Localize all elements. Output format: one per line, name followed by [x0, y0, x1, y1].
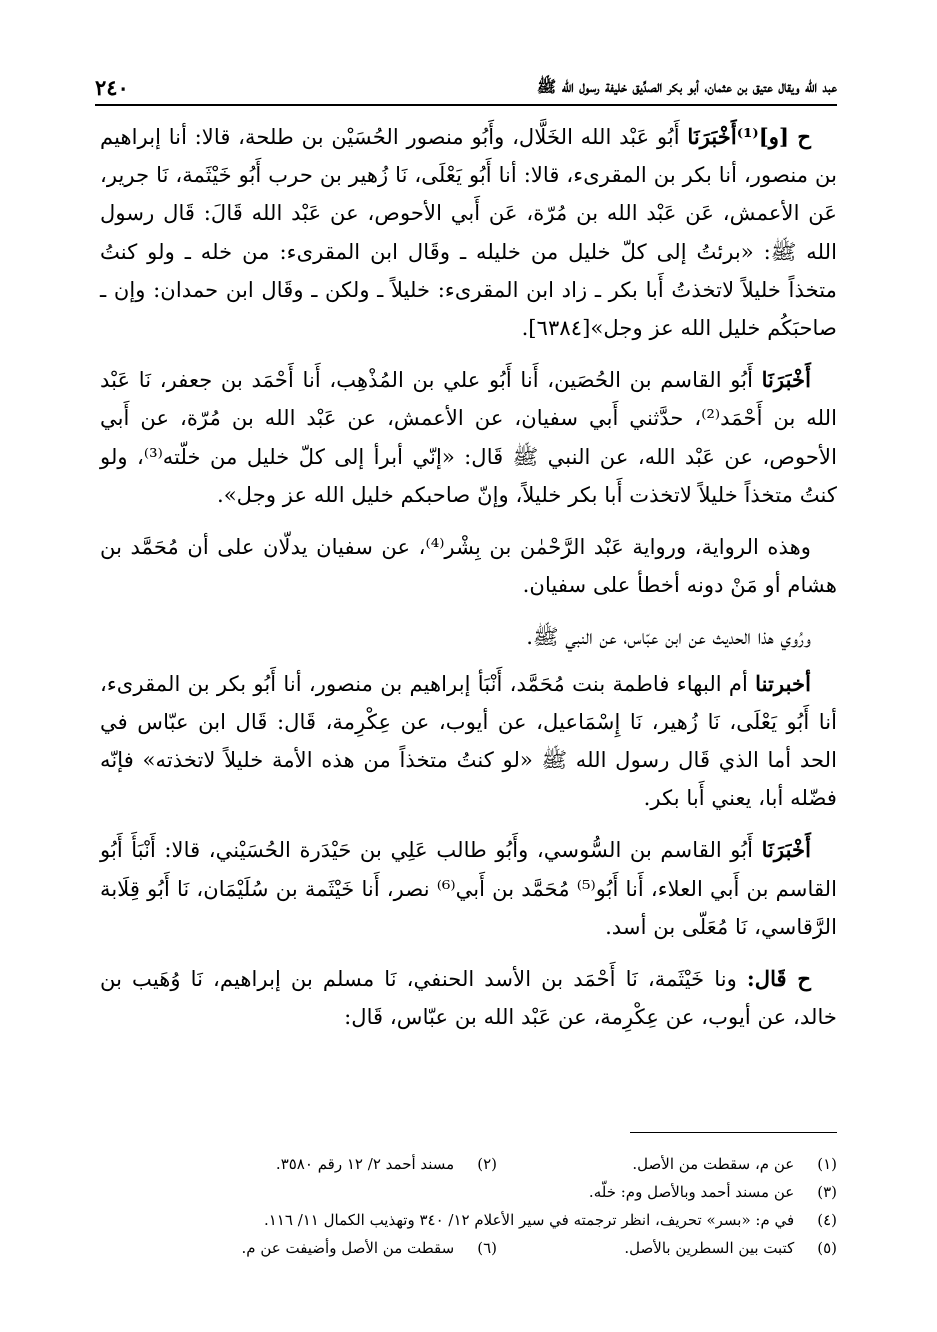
footnotes	[100, 1150, 837, 1262]
footnote-number: (١)	[817, 1155, 837, 1173]
main-text	[100, 118, 837, 1050]
footnote-text: كتبت بين السطرين بالأصل.	[624, 1239, 795, 1257]
paragraph	[100, 528, 837, 604]
paragraph	[100, 118, 837, 347]
footnote	[497, 1234, 837, 1262]
footnote-row	[100, 1206, 837, 1234]
footnote-row	[100, 1150, 837, 1178]
paragraph-lead: أَخْبَرَنَا	[761, 837, 811, 863]
paragraph-lead: ح قَال:	[746, 966, 812, 992]
footnote-text: عن مسند أحمد وبالأصل وم: خلّه.	[588, 1183, 795, 1201]
paragraph-lead: أَخْبَرَنَا	[761, 367, 811, 393]
footnote-number: (٥)	[817, 1239, 837, 1257]
footnote-number: (٤)	[817, 1211, 837, 1229]
paragraph	[100, 665, 837, 818]
paragraph-text: ورُوي هذا الحديث عن ابن عبّاس، عن النبي ﷺ.	[526, 624, 811, 650]
paragraph-lead: ح [و]⁽¹⁾أَخْبَرَنَا	[687, 124, 811, 149]
footnote-text: عن م، سقطت من الأصل.	[632, 1155, 795, 1173]
paragraph-text: أَبُو القاسم بن الحُصَين، أَنا أَبُو علي بن المُذْهِب، أَنا أَحْمَد بن جعفر، نَا عَبْد الله بن أَحْمَد⁽²⁾، حدَّثني أَبي سفيان، عن الأعمش، عن عَبْد الله بن مُرّة، عن أَبي الأحوص، عن عَبْد الله، عن النبي ﷺ قَال: «إنّي أبرأ إلى كلّ خليل من خلّته⁽³⁾، ولو كنتُ متخذاً خليلاً لاتخذت أَبا بكر خليلاً، وإنّ صاحبكم خليل الله عز وجل».	[100, 367, 837, 507]
footnote-number: (٣)	[817, 1183, 837, 1201]
footnote-number: (٦)	[477, 1239, 497, 1257]
footnote-text: سقطت من الأصل وأضيفت عن م.	[241, 1239, 455, 1257]
paragraph-text: وهذه الرواية، ورواية عَبْد الرَّحْمٰن بن بِشْر⁽⁴⁾، عن سفيان يدلّان على أن مُحَمَّد بن هشام أو مَنْ دونه أخطأ على سفيان.	[100, 534, 837, 598]
footnote-text: مسند أحمد ٢/ ١٢ رقم ٣٥٨٠.	[275, 1155, 455, 1173]
paragraph	[100, 831, 837, 946]
footnote	[264, 1206, 837, 1234]
footnote	[242, 1234, 498, 1262]
footnote-number: (٢)	[477, 1155, 497, 1173]
paragraph	[100, 361, 837, 514]
paragraph	[100, 960, 837, 1036]
page-header	[95, 72, 837, 106]
paragraph-text: ونا خَيْثَمة، نَا أَحْمَد بن الأسد الحنفي، نَا مسلم بن إبراهيم، نَا وُهَيب بن خالد، عن أيوب، عن عِكْرِمة، عن عَبْد الله بن عبّاس، قَال:	[100, 966, 837, 1030]
paragraph-text: أَبُو القاسم بن السُّوسي، وأَبُو طالب عَلِي بن حَيْدَرة الحُسَيْني، قالا: أَنْبَأَ أَبُو القاسم بن أَبي العلاء، أَنا أَبُو⁽⁵⁾ مُحَمَّد بن أَبي⁽⁶⁾ نصر، أَنا خَيْثَمة بن سُلَيْمَان، نَا أَبُو قِلَابة الرَّقاسي، نَا مُعَلّى بن أسد.	[100, 837, 838, 939]
paragraph-text: أم البهاء فاطمة بنت مُحَمَّد، أَنْبَأ إبراهيم بن منصور، أنا أَبُو بكر بن المقرىء، أنا أَبُو يَعْلَى، نَا زُهير، نَا إِسْمَاعيل، عن أيوب، عن عِكْرِمة، قَال: قَال ابن عبّاس في الحد أما الذي قَال رسول الله ﷺ «لو كنتُ متخذاً من هذه الأمة خليلاً لاتخذته» فإنّه فضّله أبا، يعني أَبا بكر.	[100, 670, 837, 811]
page-number: ٢٤٠	[95, 75, 129, 100]
footnote	[497, 1150, 837, 1178]
paragraph	[100, 618, 837, 656]
paragraph-text: أَبُو عَبْد الله الخَلَّال، وأَبُو منصور الحُسَيْن بن طلحة، قالا: أنا إبراهيم بن منصور، أنا بكر بن المقرىء، قالا: أنا أَبُو يَعْلَى، نَا زُهير بن حرب أَبُو خَيْثَمة، نَا جرير، عَن الأعمش، عَن عَبْد الله بن مُرّة، عَن أَبي الأحوص، عن عَبْد الله قَالَ: قَال رسول الله ﷺ: «برئتُ إلى كلّ خليل من خليله ـ وقَال ابن المقرىء: من خله ـ ولو كنتُ متخذاً خليلاً لاتخذتُ أَبا بكر ـ زاد ابن المقرىء: خليلاً ـ ولكن ـ وقَال ابن حمدان: وإن ـ صاحبَكُم خليل الله عز وجل»[٦٣٨٤].	[100, 124, 837, 341]
footnote-row	[100, 1178, 837, 1206]
footnote	[589, 1178, 837, 1206]
footnote-text: في م: «بسر» تحريف، انظر ترجمته في سير الأعلام ١٢/ ٣٤٠ وتهذيب الكمال ١١/ ١١٦.	[263, 1211, 795, 1229]
footnote-row	[100, 1234, 837, 1262]
footnote-separator	[630, 1132, 837, 1133]
footnote	[276, 1150, 497, 1178]
running-head: عبد الله ويقال عتيق بن عثمان، أبو بكر الصدِّيق خليفة رسول الله ﷺ	[536, 77, 837, 96]
paragraph-lead: أخبرتنا	[755, 670, 811, 696]
